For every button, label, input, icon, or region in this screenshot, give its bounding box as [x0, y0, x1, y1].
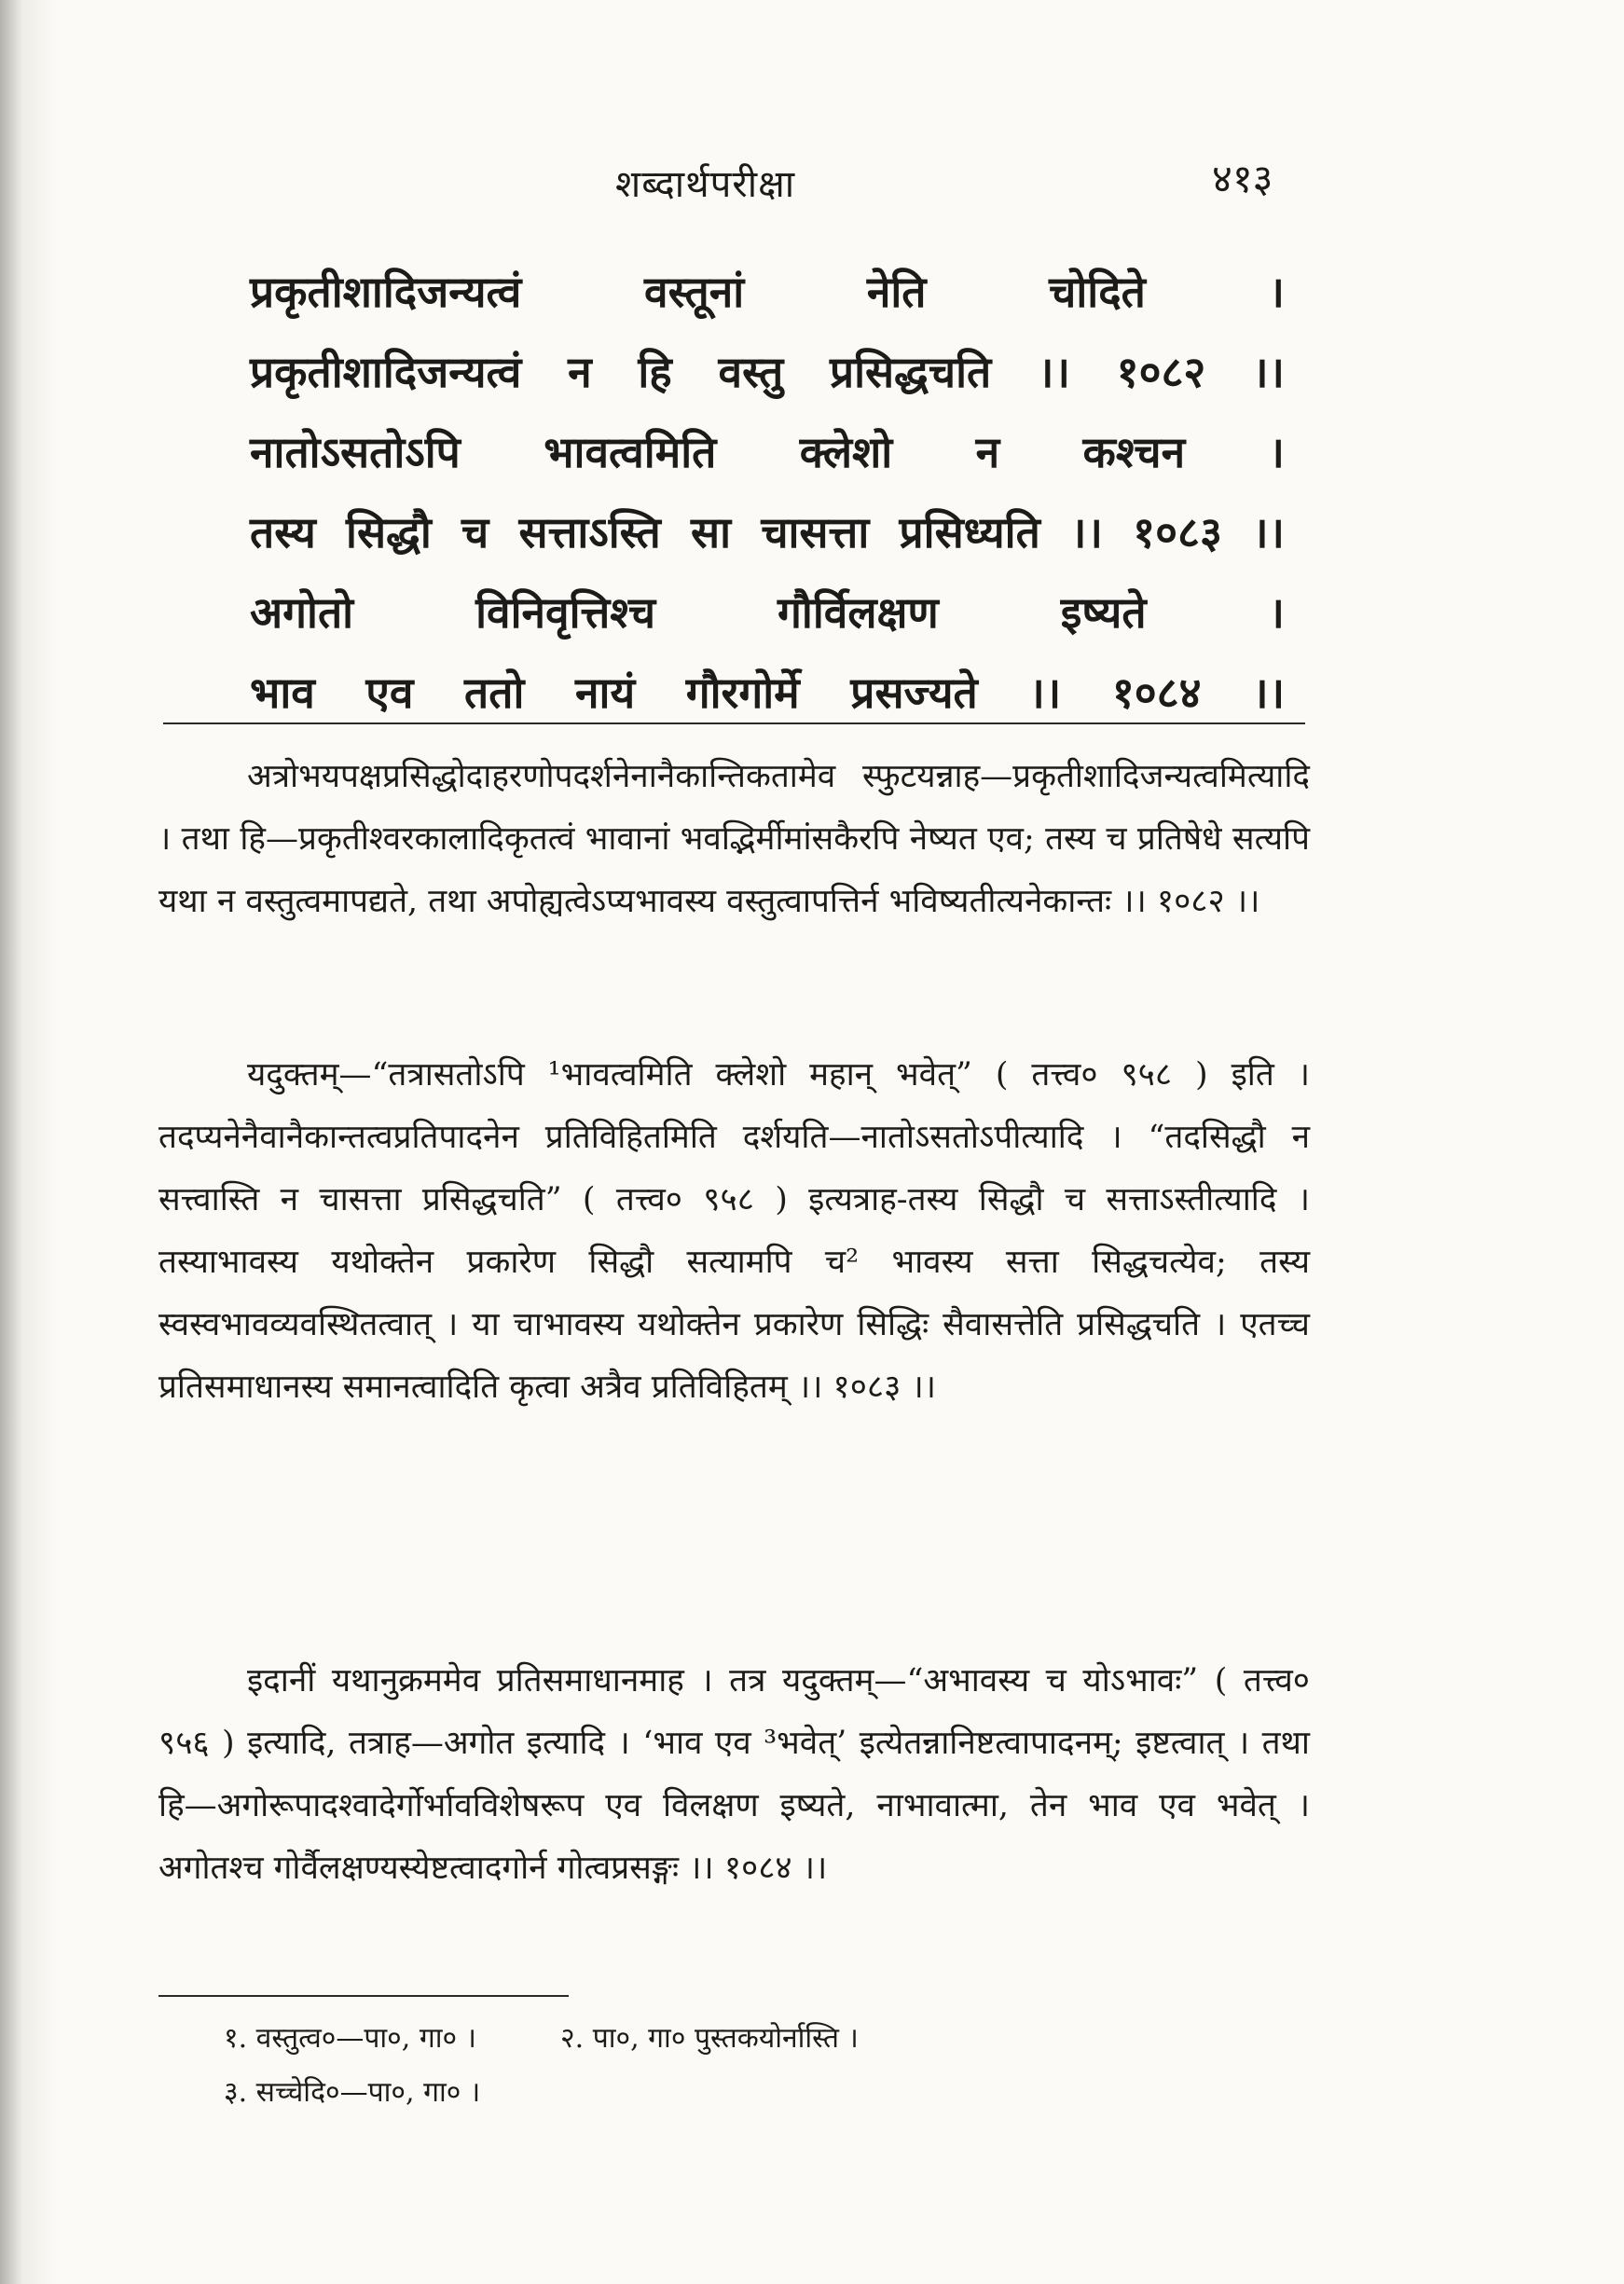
- commentary-paragraph: अत्रोभयपक्षप्रसिद्धोदाहरणोपदर्शनेनानैकान्तिकतामेव स्फुटयन्नाह—प्रकृतीशादिजन्यत्वमित्यादि । तथा हि—प्रकृतीश्वरकालादिकृतत्वं भावानां भवद्भिर्मीमांसकैरपि नेष्यत एव; तस्य च प्रतिषेधे सत्यपि यथा न वस्तुत्वमापद्यते, तथा अपोह्यत्वेऽप्यभावस्य वस्तुत्वापत्तिर्न भविष्यतीत्यनेकान्तः ।। १०८२ ।।: [158, 758, 1310, 920]
- verse-block: [250, 252, 1285, 733]
- commentary-paragraph: यदुक्तम्—“तत्रासतोऽपि ¹भावत्वमिति क्लेशो महान् भवेत्” ( तत्त्व० ९५८ ) इति । तदप्यनेनैवानैकान्तत्वप्रतिपादनेन प्रतिविहितमिति दर्शयति—नातोऽसतोऽपीत्यादि । “तदसिद्धौ न सत्त्वास्ति न चासत्ता प्रसिद्धचति” ( तत्त्व० ९५८ ) इत्यत्राह-तस्य सिद्धौ च सत्ताऽस्तीत्यादि । तस्याभावस्य यथोक्तेन प्रकारेण सिद्धौ सत्यामपि च² भावस्य सत्ता सिद्धचत्येव; तस्य स्वस्वभावव्यवस्थितत्वात् । या चाभावस्य यथोक्तेन प्रकारेण सिद्धिः सैवासत्तेति प्रसिद्धचति । एतच्च प्रतिसमाधानस्य समानत्वादिति कृत्वा अत्रैव प्रतिविहितम् ।। १०८३ ।।: [158, 1056, 1310, 1406]
- footnote-3: ३. सच्चेदि०—पा०, गा० ।: [224, 2076, 481, 2109]
- commentary-paragraph: इदानीं यथानुक्रममेव प्रतिसमाधानमाह । तत्र यदुक्तम्—“अभावस्य च योऽभावः” ( तत्त्व० ९५६ ) इत्यादि, तत्राह—अगोत इत्यादि । ‘भाव एव ³भवेत्’ इत्येतन्नानिष्टत्वापादनम्; इष्टत्वात् । तथा हि—अगोरूपादश्वादेर्गोर्भावविशेषरूप एव विलक्षण इष्यते, नाभावात्मा, तेन भाव एव भवेत् । अगोतश्च गोर्वैलक्षण्यस्येष्टत्वादगोर्न गोत्वप्रसङ्गः ।। १०८४ ।।: [158, 1662, 1310, 1887]
- running-head: शब्दार्थपरीक्षा: [615, 163, 796, 206]
- verse-line: तस्य सिद्धौ च सत्ताऽस्ति सा चासत्ता प्रसिध्यति ।। १०८३ ।।: [250, 507, 1285, 557]
- footnote-row: [224, 2012, 1249, 2066]
- verse-line: भाव एव ततो नायं गौरगोर्मे प्रसज्यते ।। १०८४ ।।: [250, 667, 1285, 718]
- commentary-section-1082: [158, 746, 1310, 933]
- footnote-row: [224, 2066, 1249, 2120]
- footnote-2: २. पा०, गा० पुस्तकयोर्नास्ति ।: [560, 2022, 859, 2055]
- commentary-section-1084: [158, 1650, 1310, 1900]
- verse-line: अगोतो विनिवृत्तिश्च गौर्विलक्षण इष्यते ।: [250, 587, 1285, 638]
- footnotes: [224, 2012, 1249, 2120]
- verse-line: प्रकृतीशादिजन्यत्वं न हि वस्तु प्रसिद्धचति ।। १०८२ ।।: [250, 347, 1285, 397]
- commentary-section-1083: [158, 1044, 1310, 1419]
- footnote-1: १. वस्तुत्व०—पा०, गा० ।: [224, 2022, 477, 2055]
- page-number: ४१३: [1212, 156, 1273, 201]
- verse-line: नातोऽसतोऽपि भावत्वमिति क्लेशो न कश्चन ।: [250, 427, 1285, 477]
- footnote-rule: [158, 1995, 569, 1997]
- verse-separator-rule: [163, 722, 1305, 724]
- verse-line: प्रकृतीशादिजन्यत्वं वस्तूनां नेति चोदिते ।: [250, 267, 1285, 317]
- scan-edge-shadow: [0, 0, 56, 2284]
